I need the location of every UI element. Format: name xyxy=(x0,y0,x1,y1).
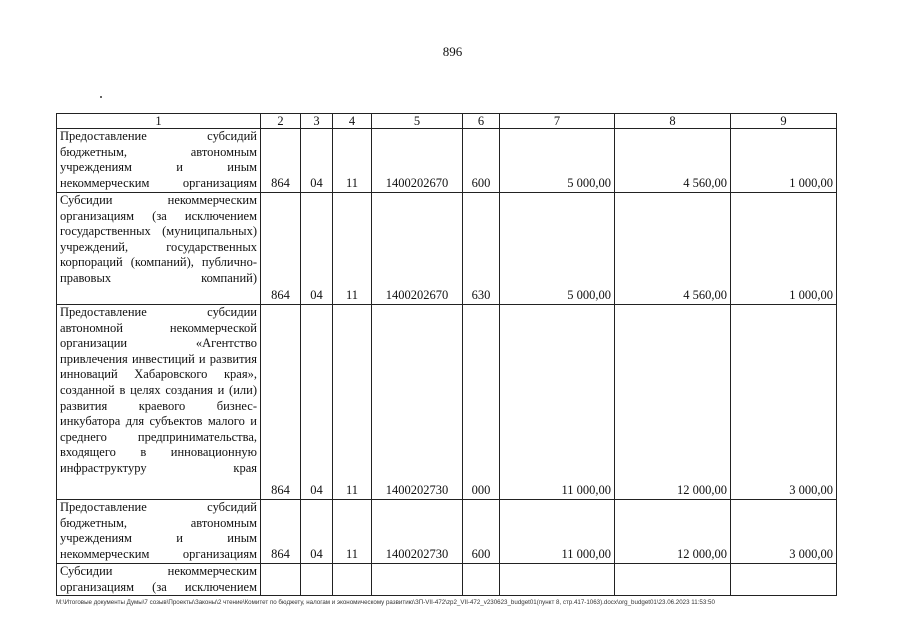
cell-amount-7: 5 000,00 xyxy=(500,129,615,193)
cell-amount-9: 3 000,00 xyxy=(731,305,837,500)
table-header-row xyxy=(57,114,837,129)
col-header-5: 5 xyxy=(372,114,463,129)
cell-amount-8 xyxy=(615,564,731,596)
cell-amount-7 xyxy=(500,564,615,596)
cell-expense-type: 000 xyxy=(463,305,500,500)
cell-amount-8: 4 560,00 xyxy=(615,129,731,193)
cell-target-article: 1400202730 xyxy=(372,305,463,500)
col-header-4: 4 xyxy=(333,114,372,129)
cell-expense-type xyxy=(463,564,500,596)
col-header-6: 6 xyxy=(463,114,500,129)
cell-admin-code: 864 xyxy=(261,500,301,564)
table-row xyxy=(57,193,837,305)
scan-speck xyxy=(100,96,102,98)
cell-expense-type: 600 xyxy=(463,129,500,193)
col-header-9: 9 xyxy=(731,114,837,129)
table-row xyxy=(57,129,837,193)
row-description: Предоставление субсидий бюджетным, автономным учреждениям и иным некоммерческим организациям xyxy=(57,500,261,564)
cell-amount-9: 1 000,00 xyxy=(731,193,837,305)
budget-table xyxy=(56,113,837,596)
cell-amount-8: 4 560,00 xyxy=(615,193,731,305)
cell-amount-7: 11 000,00 xyxy=(500,305,615,500)
cell-subsection: 11 xyxy=(333,193,372,305)
col-header-2: 2 xyxy=(261,114,301,129)
cell-amount-9 xyxy=(731,564,837,596)
cell-expense-type: 630 xyxy=(463,193,500,305)
cell-admin-code: 864 xyxy=(261,305,301,500)
cell-amount-9: 1 000,00 xyxy=(731,129,837,193)
col-header-7: 7 xyxy=(500,114,615,129)
cell-target-article: 1400202730 xyxy=(372,500,463,564)
cell-amount-7: 5 000,00 xyxy=(500,193,615,305)
cell-amount-7: 11 000,00 xyxy=(500,500,615,564)
cell-section: 04 xyxy=(301,193,333,305)
row-description: Предоставление субсидии автономной некоммерческой организации «Агентство привлечения инвестиций и развития инноваций Хабаровского края», созданной в целях создания и (или) развития краевого бизнес-инкубатора для субъектов малого и среднего предпринимательства, входящего в инновационную инфраструктуру края xyxy=(57,305,261,500)
cell-subsection xyxy=(333,564,372,596)
cell-admin-code xyxy=(261,564,301,596)
row-description: Субсидии некоммерческим организациям (за исключением государственных (муниципальных) учреждений, государственных корпораций (компаний), публично-правовых компаний) xyxy=(57,193,261,305)
cell-expense-type: 600 xyxy=(463,500,500,564)
page-number: 896 xyxy=(442,44,463,59)
cell-target-article: 1400202670 xyxy=(372,129,463,193)
table-row xyxy=(57,305,837,500)
row-description: Субсидии некоммерческим организациям (за исключением xyxy=(57,564,261,596)
cell-admin-code: 864 xyxy=(261,129,301,193)
cell-amount-8: 12 000,00 xyxy=(615,305,731,500)
cell-amount-8: 12 000,00 xyxy=(615,500,731,564)
cell-subsection: 11 xyxy=(333,500,372,564)
document-path-footer: M:\Итоговые документы Думы\7 созыв\Проекты\Законы\2 чтение\Комитет по бюджету, налогам и экономическому развитию\ЗП-VII-472\zp2_VII-472_v230623_budget01(пункт 8, стр.417-1063).docx\org_budget01\23.06.2023 11:53:50 xyxy=(56,599,715,606)
cell-amount-9: 3 000,00 xyxy=(731,500,837,564)
cell-section xyxy=(301,564,333,596)
cell-section: 04 xyxy=(301,305,333,500)
cell-section: 04 xyxy=(301,500,333,564)
cell-target-article: 1400202670 xyxy=(372,193,463,305)
cell-section: 04 xyxy=(301,129,333,193)
table-row xyxy=(57,500,837,564)
cell-subsection: 11 xyxy=(333,305,372,500)
row-description: Предоставление субсидий бюджетным, автономным учреждениям и иным некоммерческим организациям xyxy=(57,129,261,193)
table-row xyxy=(57,564,837,596)
col-header-1: 1 xyxy=(57,114,261,129)
cell-target-article xyxy=(372,564,463,596)
cell-subsection: 11 xyxy=(333,129,372,193)
cell-admin-code: 864 xyxy=(261,193,301,305)
col-header-8: 8 xyxy=(615,114,731,129)
col-header-3: 3 xyxy=(301,114,333,129)
